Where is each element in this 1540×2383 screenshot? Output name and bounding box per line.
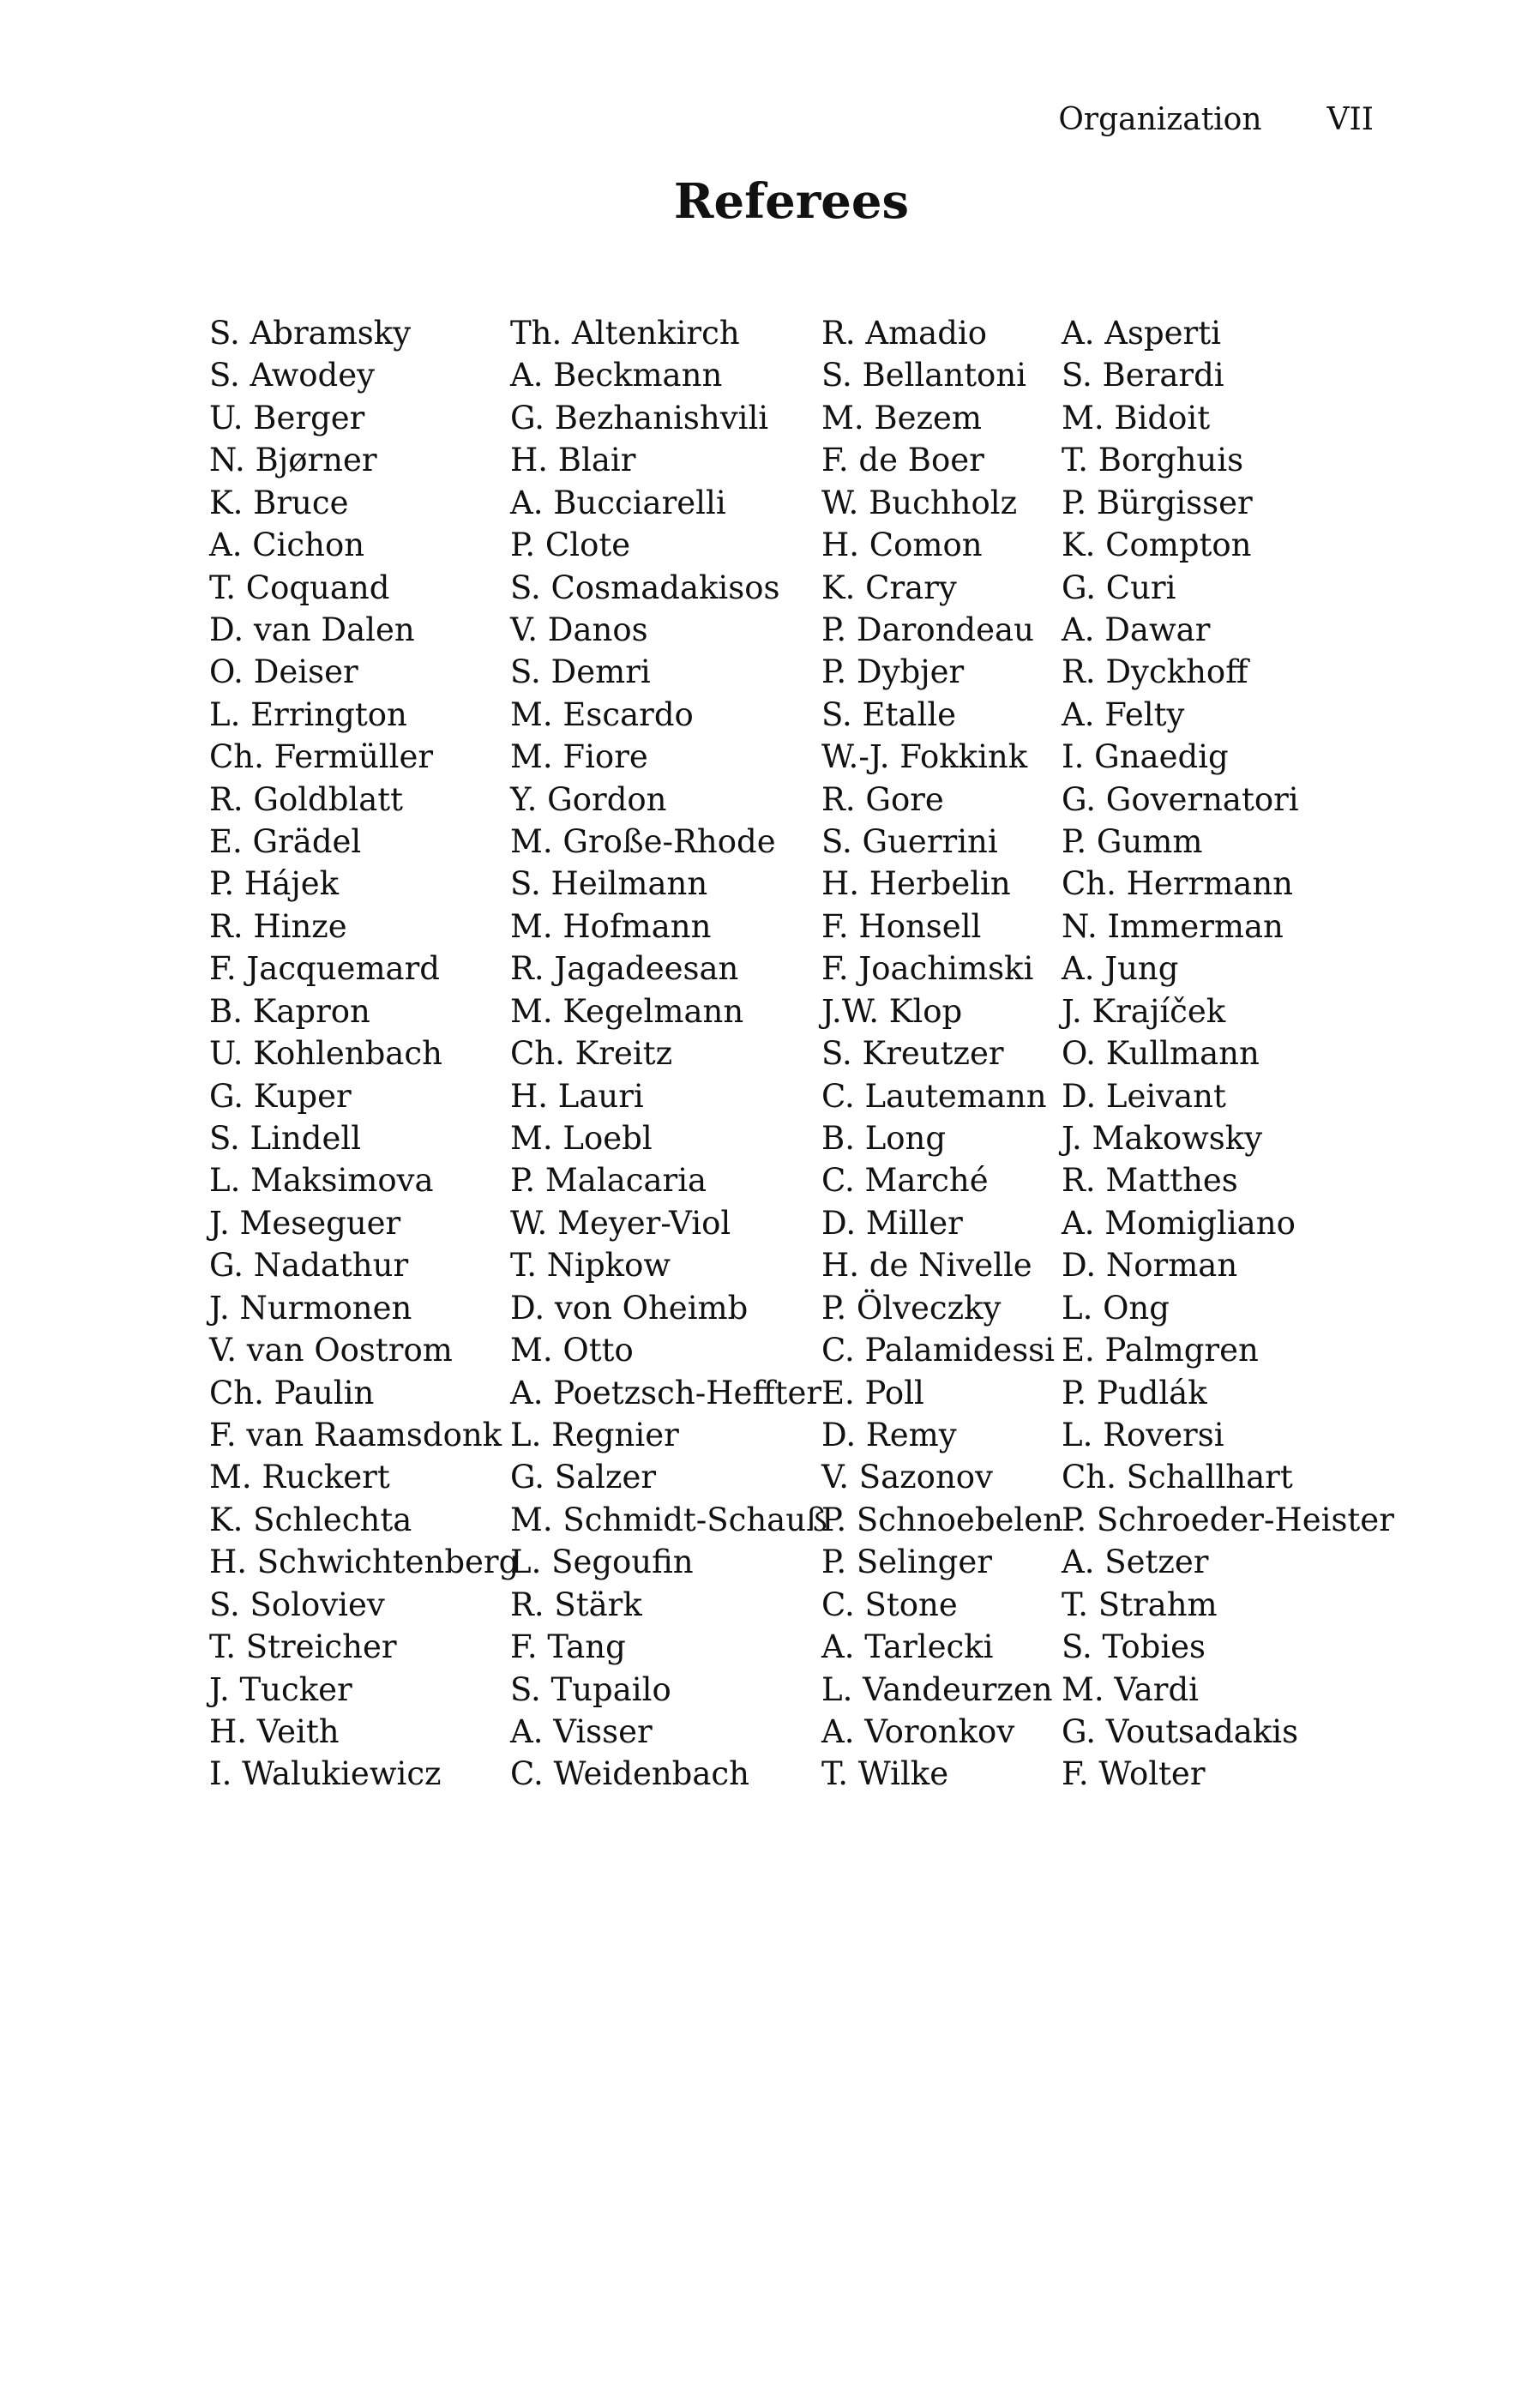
referee-name: M. Ruckert [209,1459,390,1496]
referee-name: G. Voutsadakis [1062,1712,1299,1750]
referee-name: J. Tucker [209,1670,352,1708]
referee-name: S. Lindell [209,1120,362,1158]
referee-name: L. Regnier [510,1416,679,1453]
referee-name: S. Demri [510,653,651,691]
referee-name: V. van Oostrom [209,1332,453,1369]
referee-name: A. Voronkov [821,1712,1015,1750]
referee-name: P. Gumm [1062,823,1203,861]
referee-name: F. de Boer [821,442,984,479]
referee-name: M. Große-Rhode [510,823,776,861]
referee-name: C. Stone [821,1586,958,1623]
referee-name: K. Compton [1062,527,1252,564]
referee-name: R. Goldblatt [209,780,404,818]
referee-name: F. Wolter [1062,1755,1206,1793]
referee-name: Th. Altenkirch [510,315,740,352]
referee-name: M. Schmidt-Schauß [510,1501,827,1538]
referee-name: U. Berger [209,399,365,436]
referee-name: M. Kegelmann [510,992,744,1030]
referee-name: L. Roversi [1062,1416,1224,1453]
referee-name: T. Borghuis [1062,442,1244,479]
referee-name: E. Grädel [209,823,362,861]
referee-name: A. Asperti [1062,315,1221,352]
referee-name: I. Walukiewicz [209,1755,442,1793]
referee-name: A. Momigliano [1062,1204,1296,1242]
referee-name: G. Nadathur [209,1247,409,1285]
referee-name: F. Jacquemard [209,950,440,988]
referee-name: U. Kohlenbach [209,1035,442,1073]
referee-name: J.W. Klop [821,992,963,1030]
referee-name: H. de Nivelle [821,1247,1032,1285]
referee-name: L. Errington [209,695,407,733]
referee-name: S. Guerrini [821,823,998,861]
referee-name: T. Strahm [1062,1586,1218,1623]
referee-name: N. Immerman [1062,907,1284,945]
referee-name: D. Miller [821,1204,963,1242]
referee-name: C. Marché [821,1162,989,1200]
referee-name: A. Cichon [209,527,365,564]
referee-name: W. Buchholz [821,484,1018,521]
referee-name: S. Bellantoni [821,357,1027,394]
referee-name: N. Bjørner [209,442,377,479]
referee-name: W.-J. Fokkink [821,738,1028,776]
referee-name: M. Escardo [510,695,694,733]
referee-name: P. Ölveczky [821,1289,1002,1327]
referee-name: Ch. Herrmann [1062,865,1294,903]
referee-name: O. Kullmann [1062,1035,1260,1073]
referee-name: S. Kreutzer [821,1035,1004,1073]
page-number: VII [1326,102,1374,137]
referee-name: P. Clote [510,527,631,564]
referee-name: D. Leivant [1062,1077,1226,1115]
referee-name: J. Krajíček [1062,992,1226,1030]
referee-name: A. Felty [1062,695,1185,733]
referee-name: S. Awodey [209,357,376,394]
referee-name: O. Deiser [209,653,358,691]
referee-name: I. Gnaedig [1062,738,1229,776]
referee-name: P. Selinger [821,1544,992,1581]
referee-name: C. Weidenbach [510,1755,749,1793]
referee-name: S. Heilmann [510,865,708,903]
referee-name: Ch. Kreitz [510,1035,673,1073]
referee-name: E. Poll [821,1374,924,1411]
referee-name: W. Meyer-Viol [510,1204,731,1242]
referee-name: R. Stärk [510,1586,642,1623]
referee-name: D. von Oheimb [510,1289,749,1327]
referee-name: H. Veith [209,1712,340,1750]
referee-name: S. Berardi [1062,357,1224,394]
referee-name: P. Bürgisser [1062,484,1253,521]
referee-name: Ch. Fermüller [209,738,434,776]
referee-name: K. Crary [821,569,957,606]
referee-name: M. Bidoit [1062,399,1211,436]
referee-name: F. Honsell [821,907,982,945]
referee-name: M. Fiore [510,738,648,776]
referee-name: Ch. Paulin [209,1374,375,1411]
referee-name: P. Malacaria [510,1162,707,1200]
referee-name: S. Cosmadakisos [510,569,780,606]
referee-name: A. Jung [1062,950,1179,988]
referee-name: L. Ong [1062,1289,1170,1327]
referee-name: A. Visser [510,1712,653,1750]
referee-name: R. Jagadeesan [510,950,739,988]
referee-name: M. Bezem [821,399,982,436]
referee-name: J. Makowsky [1062,1120,1263,1158]
referee-name: R. Dyckhoff [1062,653,1248,691]
referee-name: A. Bucciarelli [510,484,726,521]
referee-name: V. Sazonov [821,1459,993,1496]
referee-name: R. Hinze [209,907,347,945]
referee-name: L. Vandeurzen [821,1670,1053,1708]
referee-name: B. Kapron [209,992,370,1030]
running-header [0,101,1374,139]
referee-name: V. Danos [510,611,648,648]
referee-name: P. Pudlák [1062,1374,1207,1411]
referee-name: B. Long [821,1120,947,1158]
referee-name: G. Curi [1062,569,1176,606]
referee-name: C. Palamidessi [821,1332,1056,1369]
referee-name: A. Setzer [1062,1544,1209,1581]
referee-name: A. Beckmann [510,357,723,394]
referee-name: L. Maksimova [209,1162,434,1200]
referee-name: T. Nipkow [510,1247,671,1285]
referee-name: S. Abramsky [209,315,412,352]
referee-name: P. Darondeau [821,611,1034,648]
referee-name: S. Soloviev [209,1586,385,1623]
referee-name: H. Blair [510,442,636,479]
referee-name: P. Schnoebelen [821,1501,1063,1538]
referee-name: T. Coquand [209,569,390,606]
referee-name: R. Amadio [821,315,988,352]
referee-name: G. Bezhanishvili [510,399,769,436]
referee-grid [209,312,1394,1796]
referee-name: J. Meseguer [209,1204,401,1242]
referee-name: E. Palmgren [1062,1332,1259,1369]
referee-name: K. Schlechta [209,1501,412,1538]
referee-name: M. Hofmann [510,907,712,945]
referee-name: G. Kuper [209,1077,352,1115]
referee-name: A. Dawar [1062,611,1211,648]
referee-name: A. Tarlecki [821,1628,994,1666]
section-title: Organization [1058,102,1262,137]
referee-name: F. Tang [510,1628,626,1666]
referee-name: P. Hájek [209,865,340,903]
referee-name: G. Salzer [510,1459,657,1496]
referee-name: H. Herbelin [821,865,1011,903]
referee-name: H. Comon [821,527,983,564]
referee-name: A. Poetzsch-Heffter [510,1374,822,1411]
referee-name: S. Tupailo [510,1670,671,1708]
referee-name: G. Governatori [1062,780,1299,818]
referee-name: M. Loebl [510,1120,653,1158]
referee-name: C. Lautemann [821,1077,1047,1115]
referee-name: R. Gore [821,780,944,818]
referee-name: R. Matthes [1062,1162,1238,1200]
referee-name: F. van Raamsdonk [209,1416,502,1453]
referee-name: T. Wilke [821,1755,949,1793]
referee-name: Ch. Schallhart [1062,1459,1293,1496]
referee-name: D. Norman [1062,1247,1238,1285]
referee-name: J. Nurmonen [209,1289,412,1327]
referee-name: K. Bruce [209,484,349,521]
referee-name: F. Joachimski [821,950,1034,988]
referee-name: D. Remy [821,1416,957,1453]
referee-name: M. Vardi [1062,1670,1199,1708]
referee-name: H. Lauri [510,1077,644,1115]
referee-name: Y. Gordon [510,780,667,818]
referee-name: S. Etalle [821,695,957,733]
referee-name: L. Segoufin [510,1544,694,1581]
referee-name: D. van Dalen [209,611,415,648]
referee-name: T. Streicher [209,1628,397,1666]
referee-name: S. Tobies [1062,1628,1206,1666]
referee-name: M. Otto [510,1332,634,1369]
referee-name: P. Dybjer [821,653,965,691]
referee-name: H. Schwichtenberg [209,1544,520,1581]
referee-name: P. Schroeder-Heister [1062,1501,1394,1538]
page-title: Referees [673,173,910,230]
